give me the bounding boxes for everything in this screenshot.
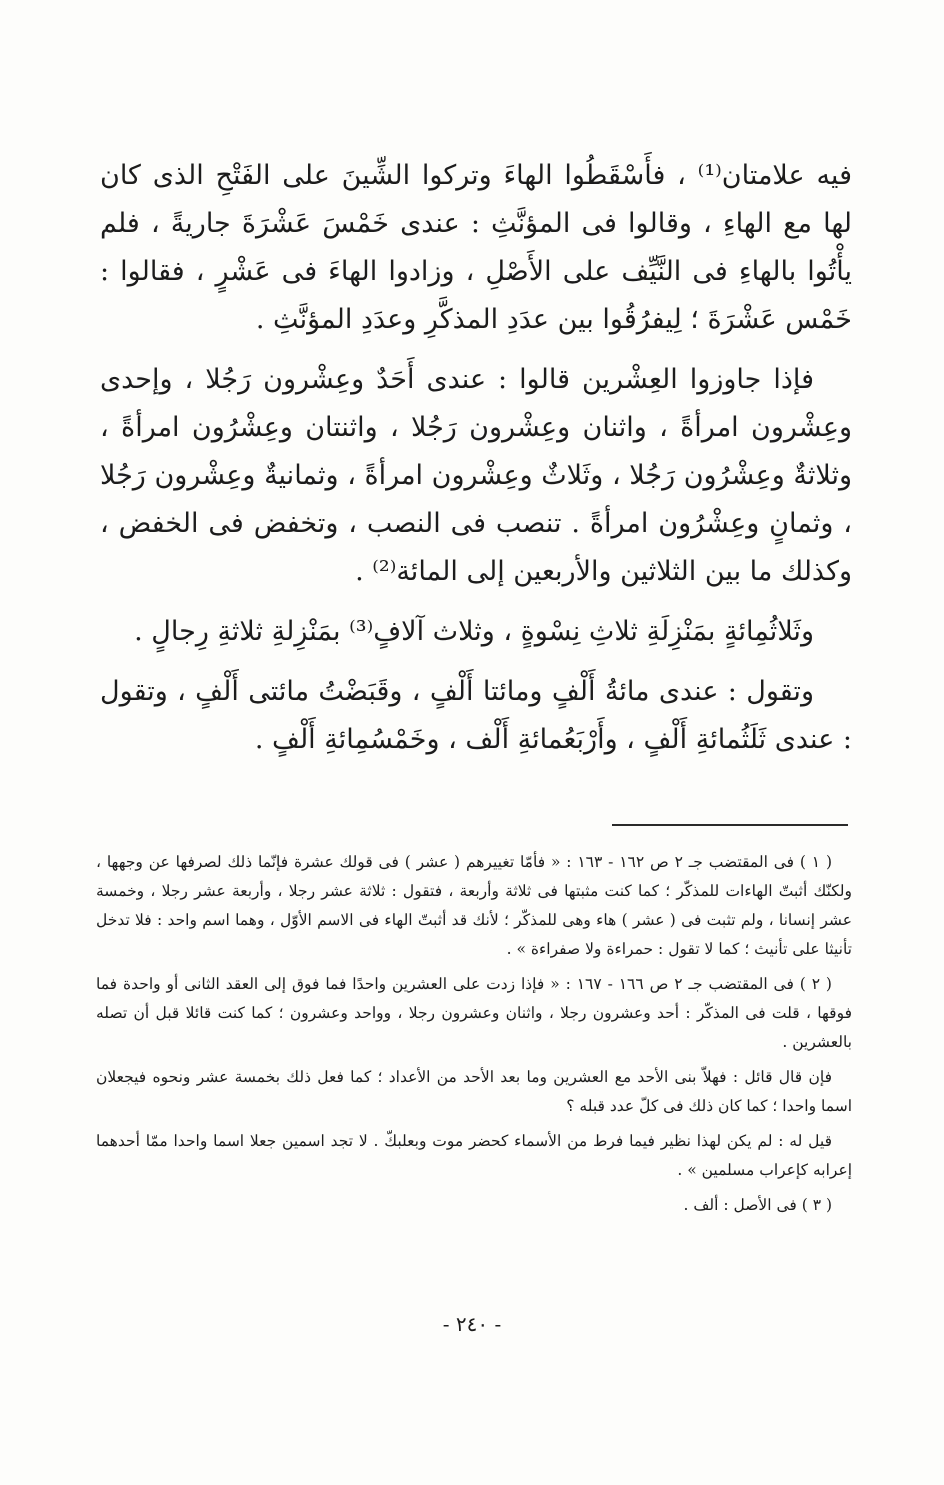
footnote-2-continuation-a: فإن قال قائل : فهلاّ بنى الأحد مع العشرين وما بعد الأحد من الأعداد ؛ كما فعل ذلك بخمسة عشر ونحوه فيجعلان اسما واحدا ؛ كما كان ذلك فى كلّ عدد قبله ؟ [96,1068,852,1115]
main-text [100,152,852,764]
footnote-1: ( ١ ) فى المقتضب جـ ٢ ص ١٦٢ - ١٦٣ : « فأمّا تغييرهم ( عشر ) فى قولك عشرة فإنّما ذلك لصرفها عن وجهها ، ولكنّك أثبتّ الهاءات للمذكّر ؛ كما كنت مثبتها فى ثلاثة وأربعة ، فتقول : ثلاثة عشر رجلا ، وأربعة عشر رجلا ، وخمسة عشر إنسانا ، ولم تثبت فى ( عشر ) هاء وهى للمذكّر ؛ لأنك قد أثبتّ الهاء فى الاسم الأوّل ، وهما اسم واحد : فلا تدخل تأنيثا على تأنيث ؛ كما لا تقول : حمراءة ولا صفراءة » . [96,853,852,958]
footnote-2: ( ٢ ) فى المقتضب جـ ٢ ص ١٦٦ - ١٦٧ : « فإذا زدت على العشرين واحدًا فما فوق إلى العقد الثانى أو واحدة فما فوقها ، قلت فى المذكّر : أحد وعشرون رجلا ، واثنان وعشرون رجلا ، وواحد وعشرون ؛ كما كنت قائلا قبل أن تصله بالعشرين . [96,975,852,1051]
paragraph-4: وتقول : عندى مائةُ أَلْفٍ ومائتا أَلْفٍ ، وقَبَضْتُ مائتى أَلْفٍ ، وتقول : عندى ثَلَثُمائةِ أَلْفٍ ، وأَرْبَعُمائةِ أَلْف ، وخَمْسُمِائةِ أَلْفٍ . [100,676,852,755]
footnote-2-continuation-b: قيل له : لم يكن لهذا نظير فيما فرط من الأسماء كحضر موت وبعلبكّ . لا تجد اسمين جعلا اسما واحدا ممّا أحدهما إعرابه كإعراب مسلمين » . [96,1132,852,1179]
footnote-separator [612,824,848,826]
paragraph-2: فإذا جاوزوا العِشْرين قالوا : عندى أَحَدٌ وعِشْرون رَجُلا ، وإحدى وعِشْرون امرأةً ، واثنان وعِشْرون رَجُلا ، واثنتان وعِشْرُون امرأةً ، وثلاثةٌ وعِشْرُون رَجُلا ، وثَلاثٌ وعِشْرون امرأةً ، وثمانيةٌ وعِشْرون رَجُلا ، وثمانٍ وعِشْرُون امرأةً . تنصب فى النصب ، وتخفض فى الخفض ، وكذلك ما بين الثلاثين والأربعين إلى المائة⁽²⁾ . [100,364,852,587]
footnotes [96,848,852,1220]
footnote-3: ( ٣ ) فى الأصل : ألف . [683,1196,832,1214]
paragraph-3: وثَلاثُمِائةٍ بمَنْزِلَةِ ثلاثِ نِسْوةٍ ، وثلاث آلافٍ⁽³⁾ بمَنْزِلةِ ثلاثةِ رِجالٍ . [134,616,814,647]
page-number: - ٢٤٠ - [442,1312,502,1336]
paragraph-1: فيه علامتان⁽¹⁾ ، فأَسْقَطُوا الهاءَ وتركوا الشِّينَ على الفَتْحِ الذى كان لها مع الهاءِ ، وقالوا فى المؤنَّثِ : عندى خَمْسَ عَشْرَةَ جاريةً ، فلم يأْتُوا بالهاءِ فى النَّيِّف على الأَصْلِ ، وزادوا الهاءَ فى عَشْرٍ ، فقالوا : خَمْس عَشْرَةَ ؛ لِيفرُقُوا بين عدَدِ المذكَّرِ وعدَدِ المؤنَّثِ . [100,160,852,335]
